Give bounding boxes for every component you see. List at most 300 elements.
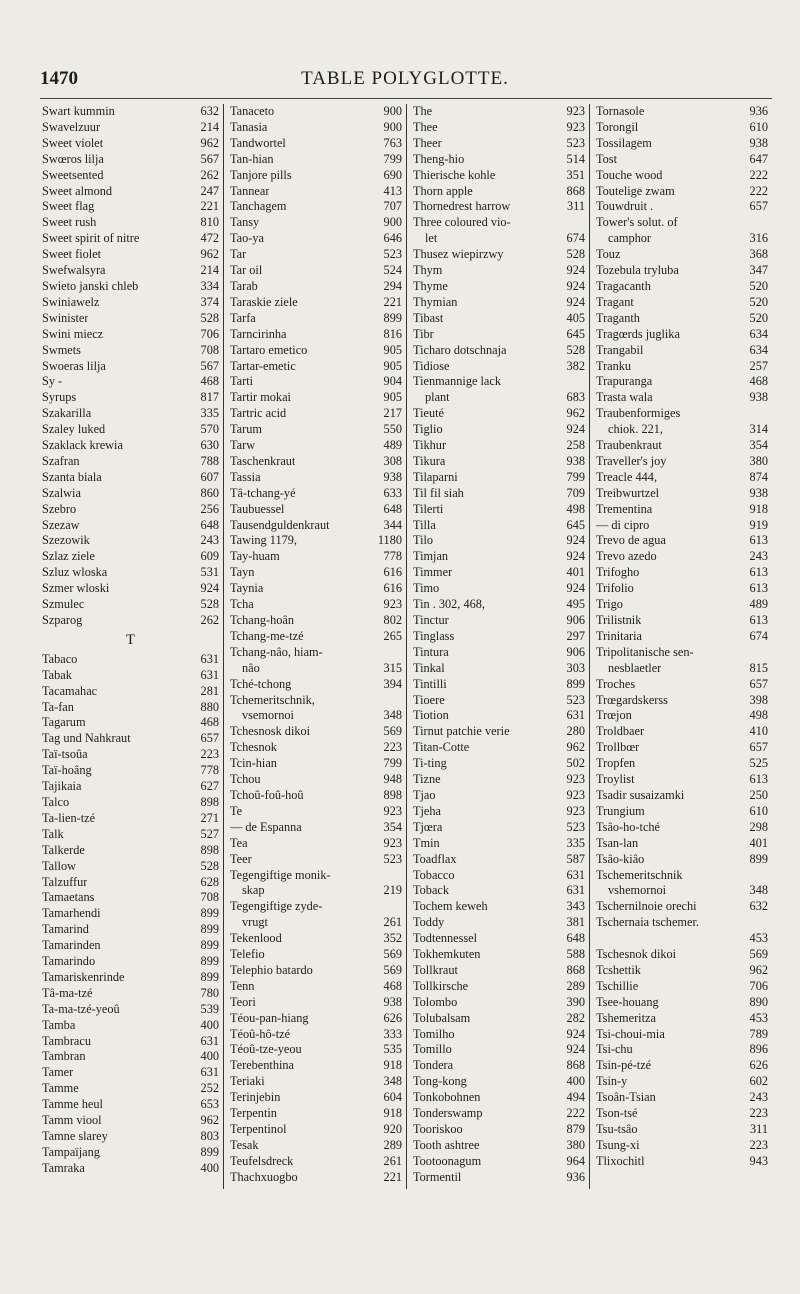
- entry-page-number: 646: [383, 231, 402, 246]
- entry-page-number: 648: [566, 931, 585, 946]
- entry-term-continued: nesblaetler: [608, 660, 662, 675]
- entry-term: Tawing 1179,: [230, 533, 297, 548]
- index-entry: [230, 820, 402, 836]
- entry-term: Thorn apple: [413, 183, 473, 198]
- entry-term: The: [413, 104, 433, 118]
- entry-term: Tilaparni: [413, 469, 458, 484]
- entry-term: Tagarum: [42, 715, 86, 730]
- entry-page-number: 348: [749, 883, 768, 898]
- entry-page-number: 250: [749, 787, 768, 802]
- entry-page-number: 314: [749, 422, 768, 437]
- entry-page-number: 502: [566, 756, 585, 771]
- entry-term: Tarab: [230, 278, 258, 293]
- index-entry: [230, 1027, 402, 1043]
- entry-term: Tsi-chu: [596, 1042, 633, 1057]
- entry-term: Tanasia: [230, 119, 268, 134]
- entry-page-number: 494: [566, 1090, 585, 1105]
- entry-page-number: 380: [566, 1137, 585, 1152]
- entry-page-number: 381: [566, 915, 585, 930]
- entry-page-number: 587: [566, 851, 585, 866]
- entry-page-number: 943: [749, 1153, 768, 1168]
- entry-term: Szafran: [42, 453, 80, 468]
- entry-page-number: 261: [383, 1153, 402, 1168]
- entry-term-continued: skap: [242, 883, 265, 898]
- entry-page-number: 647: [749, 151, 768, 166]
- entry-page-number: 923: [383, 597, 402, 612]
- index-entry: [42, 136, 219, 152]
- entry-term: Tower's solut. of: [596, 215, 678, 230]
- entry-page-number: 962: [200, 135, 219, 150]
- index-entry: [596, 963, 768, 979]
- entry-term: Tansy: [230, 215, 260, 230]
- index-entry: [230, 152, 402, 168]
- entry-term: Szakarilla: [42, 406, 92, 421]
- index-entry-continuation: [596, 661, 768, 677]
- index-entry: [42, 1113, 219, 1129]
- index-entry: [413, 295, 585, 311]
- index-entry: [413, 947, 585, 963]
- entry-page-number: 905: [383, 342, 402, 357]
- index-entry: [42, 311, 219, 327]
- entry-term: Tikura: [413, 453, 446, 468]
- index-entry: [230, 1170, 402, 1186]
- entry-term: Tcshettik: [596, 962, 641, 977]
- index-entry: [596, 359, 768, 375]
- entry-term: Tragacanth: [596, 278, 651, 293]
- entry-term: Tartric acid: [230, 406, 287, 421]
- entry-page-number: 217: [383, 406, 402, 421]
- entry-page-number: 890: [749, 994, 768, 1009]
- index-entry: [42, 199, 219, 215]
- entry-term: Trasta wala: [596, 390, 653, 405]
- index-entry: [230, 518, 402, 534]
- entry-term: Tropfen: [596, 756, 636, 771]
- index-entry: [42, 747, 219, 763]
- entry-term: Tonderswamp: [413, 1106, 483, 1121]
- index-entry: [42, 652, 219, 668]
- entry-page-number: 938: [749, 390, 768, 405]
- index-entry-continuation: [230, 883, 402, 899]
- index-entry: [42, 438, 219, 454]
- index-entry: [42, 827, 219, 843]
- entry-page-number: 936: [566, 1169, 585, 1184]
- index-entry: [230, 104, 402, 120]
- index-entry: [413, 724, 585, 740]
- entry-term: Tassia: [230, 469, 261, 484]
- index-entry: [413, 279, 585, 295]
- entry-term: Tossilagem: [596, 135, 652, 150]
- entry-term: Tolombo: [413, 994, 458, 1009]
- entry-term: Trœjon: [596, 708, 632, 723]
- entry-term-continued: vrugt: [242, 915, 268, 930]
- entry-page-number: 468: [749, 374, 768, 389]
- entry-page-number: 802: [383, 613, 402, 627]
- entry-page-number: 243: [749, 1090, 768, 1105]
- index-entry: [596, 533, 768, 549]
- entry-term: Tsi-choui-mia: [596, 1026, 665, 1041]
- index-entry: [596, 995, 768, 1011]
- index-entry-continuation: [230, 708, 402, 724]
- entry-term: Tomillo: [413, 1042, 452, 1057]
- entry-page-number: 613: [749, 533, 768, 548]
- entry-term: Tsung-xi: [596, 1137, 640, 1152]
- index-entry: [230, 168, 402, 184]
- entry-term: Swmets: [42, 342, 81, 357]
- entry-page-number: 315: [383, 660, 402, 675]
- entry-term: Troldbaer: [596, 724, 645, 739]
- index-entry: [596, 247, 768, 263]
- entry-term: Tamaetans: [42, 890, 95, 905]
- entry-term: Tjeha: [413, 803, 441, 818]
- entry-term: Teufelsdreck: [230, 1153, 294, 1168]
- index-entry: [42, 700, 219, 716]
- entry-page-number: 520: [749, 310, 768, 325]
- entry-page-number: 626: [383, 1010, 402, 1025]
- entry-page-number: 223: [200, 747, 219, 762]
- entry-term: Téoû-hô-tzé: [230, 1026, 291, 1041]
- entry-page-number: 962: [749, 962, 768, 977]
- entry-page-number: 924: [566, 263, 585, 278]
- index-entry: [42, 906, 219, 922]
- entry-page-number: 354: [749, 438, 768, 453]
- index-entry: [413, 104, 585, 120]
- entry-page-number: 962: [200, 247, 219, 262]
- entry-page-number: 368: [749, 247, 768, 262]
- entry-term: Tizne: [413, 772, 441, 787]
- index-entry: [596, 677, 768, 693]
- entry-term: Tozebula tryluba: [596, 263, 679, 278]
- entry-term: Touwdruit .: [596, 199, 654, 214]
- index-entry: [42, 327, 219, 343]
- entry-page-number: 706: [749, 978, 768, 993]
- entry-page-number: 531: [200, 565, 219, 580]
- entry-term: Titan-Cotte: [413, 740, 470, 755]
- entry-page-number: 616: [383, 581, 402, 596]
- entry-page-number: 588: [566, 947, 585, 962]
- index-entry: [230, 788, 402, 804]
- entry-page-number: 311: [567, 199, 585, 214]
- entry-page-number: 382: [566, 358, 585, 373]
- index-entry: [413, 1138, 585, 1154]
- entry-term: Tag und Nahkraut: [42, 731, 131, 746]
- index-entry: [42, 486, 219, 502]
- column-4-entries-b: [596, 947, 768, 1170]
- entry-term: Toadflax: [413, 851, 457, 866]
- entry-term: Tmin: [413, 835, 440, 850]
- entry-page-number: 789: [749, 1026, 768, 1041]
- entry-page-number: 936: [749, 104, 768, 118]
- index-entry: [230, 931, 402, 947]
- entry-page-number: 616: [383, 565, 402, 580]
- index-entry: [230, 677, 402, 693]
- entry-page-number: 334: [200, 278, 219, 293]
- index-entry-continuation: [596, 883, 768, 899]
- entry-term: Tenn: [230, 978, 255, 993]
- index-entry: [230, 120, 402, 136]
- index-entry: [230, 1074, 402, 1090]
- entry-term: Thachxuogbo: [230, 1169, 298, 1184]
- entry-page-number: 343: [566, 899, 585, 914]
- entry-page-number: 453: [749, 1010, 768, 1025]
- index-entry: [413, 263, 585, 279]
- entry-term: Tamme: [42, 1081, 79, 1096]
- entry-term: Tokhemkuten: [413, 947, 481, 962]
- index-entry: [596, 263, 768, 279]
- entry-term: Three coloured vio-: [413, 215, 511, 230]
- entry-term: Thyme: [413, 278, 448, 293]
- entry-page-number: 550: [383, 422, 402, 437]
- entry-term: Tamarindo: [42, 954, 96, 969]
- entry-page-number: 221: [383, 294, 402, 309]
- index-entry: [42, 581, 219, 597]
- entry-page-number: 281: [200, 683, 219, 698]
- entry-term: Swavelzuur: [42, 119, 101, 134]
- index-entry: [596, 199, 768, 215]
- entry-page-number: 923: [566, 787, 585, 802]
- entry-page-number: 657: [749, 676, 768, 691]
- entry-page-number: 335: [200, 406, 219, 421]
- entry-term: Szlaz ziele: [42, 549, 95, 564]
- entry-term: Tabak: [42, 667, 72, 682]
- entry-page-number: 707: [383, 199, 402, 214]
- entry-term: Traubenformiges: [596, 406, 681, 421]
- entry-page-number: 899: [200, 938, 219, 953]
- entry-term: Tidiose: [413, 358, 450, 373]
- index-entry: [230, 438, 402, 454]
- index-entry: [230, 406, 402, 422]
- entry-term: Talzuffur: [42, 874, 88, 889]
- entry-page-number: 657: [749, 199, 768, 214]
- entry-page-number: 413: [383, 183, 402, 198]
- entry-term: Tamraka: [42, 1160, 85, 1175]
- entry-page-number: 626: [749, 1058, 768, 1073]
- entry-term: Tampaïjang: [42, 1144, 100, 1159]
- entry-page-number: 527: [200, 826, 219, 841]
- index-entry: [596, 1106, 768, 1122]
- entry-page-number: 468: [200, 715, 219, 730]
- index-entry: [42, 1097, 219, 1113]
- entry-term: Terpentin: [230, 1106, 277, 1121]
- entry-term-continued: plant: [425, 390, 450, 405]
- index-entry: [413, 836, 585, 852]
- entry-term: Tan-hian: [230, 151, 274, 166]
- entry-term: Tallow: [42, 858, 76, 873]
- entry-page-number: 498: [566, 501, 585, 516]
- entry-page-number: 630: [200, 438, 219, 453]
- entry-page-number: 674: [566, 231, 585, 246]
- entry-term: Tamm viool: [42, 1113, 102, 1128]
- entry-page-number: 627: [200, 779, 219, 794]
- entry-page-number: 610: [749, 119, 768, 134]
- index-entry: [230, 390, 402, 406]
- entry-page-number: 899: [200, 906, 219, 921]
- entry-term: Ticharo dotschnaja: [413, 342, 507, 357]
- entry-term: Touche wood: [596, 167, 663, 182]
- entry-term: Tong-kong: [413, 1074, 467, 1089]
- entry-page-number: 271: [200, 810, 219, 825]
- entry-term: Swœros lilja: [42, 151, 104, 166]
- index-entry: [596, 724, 768, 740]
- entry-page-number: 645: [566, 326, 585, 341]
- entry-page-number: 648: [383, 501, 402, 516]
- index-entry: [596, 740, 768, 756]
- entry-page-number: 632: [749, 899, 768, 914]
- entry-page-number: 709: [566, 485, 585, 500]
- entry-page-number: 906: [566, 613, 585, 627]
- entry-term: Tragœrds juglika: [596, 326, 680, 341]
- entry-page-number: 613: [749, 581, 768, 596]
- entry-term: Tarfa: [230, 310, 256, 325]
- entry-term: Tartir mokai: [230, 390, 291, 405]
- entry-page-number: 896: [749, 1042, 768, 1057]
- index-entry: [413, 1090, 585, 1106]
- index-entry: [596, 438, 768, 454]
- entry-term: Sweet fiolet: [42, 247, 102, 262]
- index-entry: [596, 390, 768, 406]
- page-number: 1470: [40, 68, 78, 89]
- index-entry: [413, 565, 585, 581]
- index-entry: [42, 168, 219, 184]
- entry-page-number: 924: [566, 581, 585, 596]
- entry-term: Telefio: [230, 947, 265, 962]
- entry-page-number: 525: [749, 756, 768, 771]
- entry-page-number: 247: [200, 183, 219, 198]
- entry-term: Tootoonagum: [413, 1153, 482, 1168]
- entry-page-number: 657: [200, 731, 219, 746]
- index-entry: [230, 199, 402, 215]
- entry-page-number: 472: [200, 231, 219, 246]
- index-entry: [413, 899, 585, 915]
- entry-page-number: 219: [383, 883, 402, 898]
- index-entry: [413, 581, 585, 597]
- entry-page-number: 924: [566, 278, 585, 293]
- index-entry: [596, 518, 768, 534]
- entry-page-number: 400: [200, 1160, 219, 1175]
- entry-term: Thymian: [413, 294, 458, 309]
- entry-term: Traubenkraut: [596, 438, 662, 453]
- entry-term: Traveller's joy: [596, 453, 667, 468]
- entry-term: Tsin-pé-tzé: [596, 1058, 652, 1073]
- entry-page-number: 923: [566, 803, 585, 818]
- entry-term: Tar: [230, 247, 247, 262]
- entry-term: Tiotion: [413, 708, 449, 723]
- entry-page-number: 648: [200, 517, 219, 532]
- entry-page-number: 923: [566, 119, 585, 134]
- index-entry: [413, 883, 585, 899]
- index-entry: [230, 247, 402, 263]
- entry-term: Tamme heul: [42, 1097, 103, 1112]
- entry-term: Tamarind: [42, 922, 89, 937]
- entry-term: Trœgardskerss: [596, 692, 668, 707]
- index-entry: [413, 613, 585, 629]
- index-entry: [413, 502, 585, 518]
- entry-page-number: 799: [566, 469, 585, 484]
- entry-term: Treibwurtzel: [596, 485, 660, 500]
- entry-term: Troches: [596, 676, 636, 691]
- entry-page-number: 333: [383, 1026, 402, 1041]
- entry-term: Taschenkraut: [230, 453, 296, 468]
- index-entry: [413, 1027, 585, 1043]
- entry-term: Toddy: [413, 915, 445, 930]
- index-entry: [413, 661, 585, 677]
- entry-term: Tolubalsam: [413, 1010, 471, 1025]
- entry-term: Trifolio: [596, 581, 634, 596]
- header-rule: [40, 98, 772, 99]
- entry-page-number: 514: [566, 151, 585, 166]
- index-entry: [230, 740, 402, 756]
- entry-term-continued: vsemornoi: [242, 708, 294, 723]
- entry-term: Tayn: [230, 565, 255, 580]
- entry-page-number: 613: [749, 613, 768, 627]
- entry-term: Trementina: [596, 501, 653, 516]
- index-entry: [413, 311, 585, 327]
- index-entry: [596, 215, 768, 231]
- entry-term: Tilla: [413, 517, 436, 532]
- entry-term: Trevo de agua: [596, 533, 666, 548]
- entry-term: Tchesnok: [230, 740, 277, 755]
- entry-page-number: 400: [200, 1049, 219, 1064]
- entry-term: Szmulec: [42, 597, 85, 612]
- entry-term: Szmer wloski: [42, 581, 110, 596]
- entry-page-number: 297: [566, 628, 585, 643]
- index-entry: [230, 295, 402, 311]
- long-entry-number: 453: [749, 931, 768, 946]
- entry-term: Troylist: [596, 772, 635, 787]
- entry-term: Tikhur: [413, 438, 447, 453]
- column-1-entries-a: [42, 104, 219, 629]
- entry-term: Todtennessel: [413, 931, 478, 946]
- entry-term: Thornedrest harrow: [413, 199, 511, 214]
- index-entry: [596, 708, 768, 724]
- entry-term: Tcin-hian: [230, 756, 277, 771]
- index-entry: [42, 1145, 219, 1161]
- entry-page-number: 633: [383, 485, 402, 500]
- entry-term: Szezowik: [42, 533, 90, 548]
- index-entry: [596, 836, 768, 852]
- index-entry: [230, 1122, 402, 1138]
- entry-term: Szanta biala: [42, 469, 102, 484]
- index-entry: [413, 470, 585, 486]
- entry-page-number: 962: [200, 1113, 219, 1128]
- entry-page-number: 348: [383, 708, 402, 723]
- entry-page-number: 880: [200, 699, 219, 714]
- entry-page-number: 763: [383, 135, 402, 150]
- entry-term: Tripolitanische sen-: [596, 644, 694, 659]
- index-entry: [42, 859, 219, 875]
- entry-page-number: 924: [566, 1042, 585, 1057]
- entry-term: Tost: [596, 151, 618, 166]
- index-entry: [230, 311, 402, 327]
- index-entry: [230, 263, 402, 279]
- entry-page-number: 690: [383, 167, 402, 182]
- index-entry: [42, 263, 219, 279]
- index-entry: [42, 843, 219, 859]
- entry-term: Swoeras lilja: [42, 358, 106, 373]
- entry-page-number: 631: [566, 867, 585, 882]
- entry-term: Tooriskoo: [413, 1122, 463, 1136]
- entry-page-number: 938: [749, 485, 768, 500]
- entry-page-number: 223: [749, 1137, 768, 1152]
- entry-page-number: 256: [200, 501, 219, 516]
- entry-page-number: 708: [200, 890, 219, 905]
- entry-page-number: 799: [383, 756, 402, 771]
- entry-term: Tea: [230, 835, 248, 850]
- entry-term: Terpentinol: [230, 1122, 287, 1136]
- index-entry: [413, 788, 585, 804]
- entry-page-number: 609: [200, 549, 219, 564]
- entry-term: Tao-ya: [230, 231, 264, 246]
- entry-term: Tirnut patchie verie: [413, 724, 510, 739]
